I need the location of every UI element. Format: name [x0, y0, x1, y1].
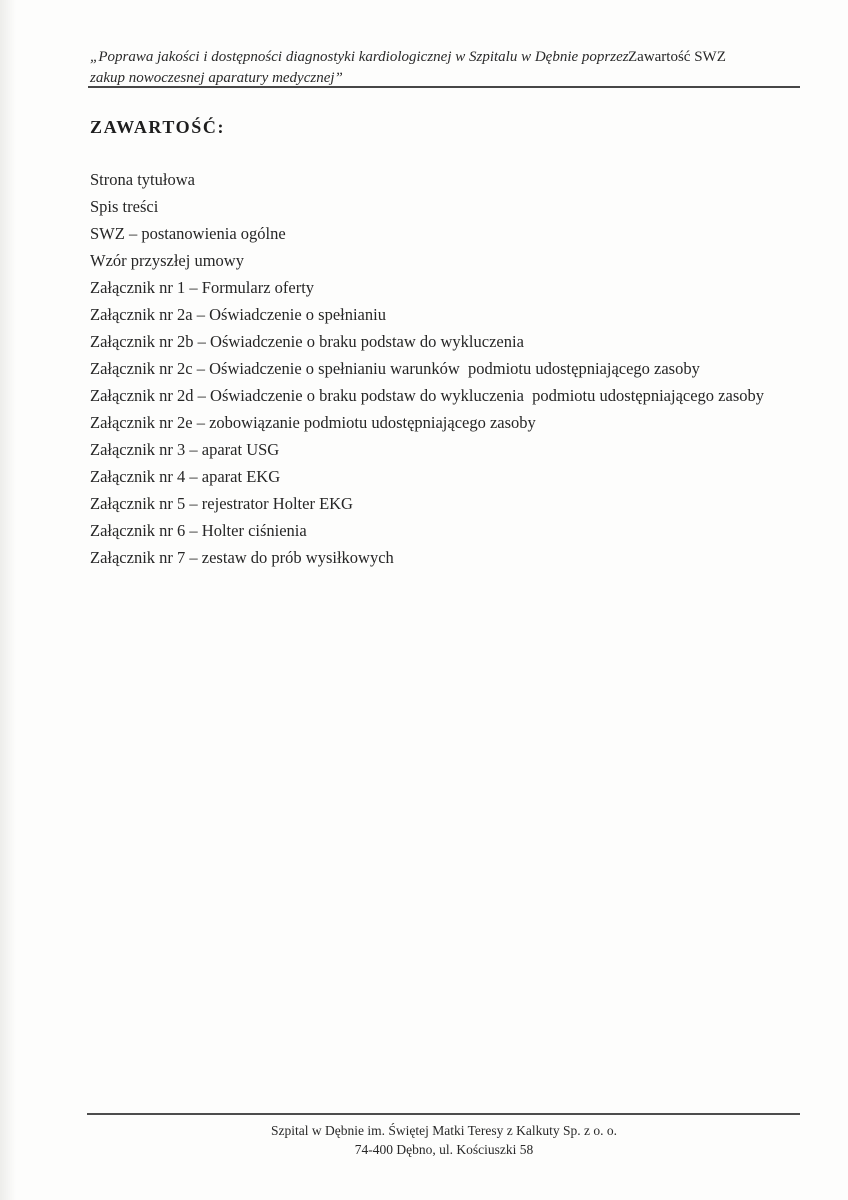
toc-item-swz-general: SWZ – postanowienia ogólne — [90, 224, 286, 243]
header-quote — [90, 47, 635, 88]
toc-item-attachment-4: Załącznik nr 4 – aparat EKG — [90, 467, 281, 486]
toc-item-attachment-2c: Załącznik nr 2c – Oświadczenie o spełnianiu warunków podmiotu udostępniającego zasoby — [90, 359, 700, 378]
toc-item-contract-template: Wzór przyszłej umowy — [90, 251, 244, 270]
toc-item-contents: Spis treści — [90, 197, 159, 216]
page-footer — [88, 1122, 800, 1159]
toc-item-attachment-6: Załącznik nr 6 – Holter ciśnienia — [90, 521, 307, 540]
header-quote-line1: „Poprawa jakości i dostępności diagnostyki kardiologicznej w Szpitalu w Dębnie poprzez — [90, 49, 629, 65]
toc-item-attachment-2b: Załącznik nr 2b – Oświadczenie o braku podstaw do wykluczenia — [90, 332, 524, 351]
header-section-label: Zawartość SWZ — [628, 49, 726, 65]
footer-divider — [87, 1113, 800, 1115]
toc-item-attachment-2e: Załącznik nr 2e – zobowiązanie podmiotu udostępniającego zasoby — [90, 413, 536, 432]
toc-item-title-page: Strona tytułowa — [90, 170, 195, 189]
toc-item-attachment-2a: Załącznik nr 2a – Oświadczenie o spełnianiu — [90, 305, 386, 324]
toc-item-attachment-2d: Załącznik nr 2d – Oświadczenie o braku podstaw do wykluczenia podmiotu udostępniającego zasoby — [90, 386, 765, 405]
toc-item-attachment-1: Załącznik nr 1 – Formularz oferty — [90, 278, 315, 297]
toc-list — [90, 166, 830, 571]
toc-item-attachment-5: Załącznik nr 5 – rejestrator Holter EKG — [90, 494, 353, 513]
toc-item-attachment-7: Załącznik nr 7 – zestaw do prób wysiłkowych — [90, 548, 394, 567]
scan-edge-artifact — [0, 0, 16, 1200]
header-quote-line2: zakup nowoczesnej aparatury medycznej” — [90, 69, 343, 86]
toc-item-attachment-3: Załącznik nr 3 – aparat USG — [90, 440, 280, 459]
page-title: ZAWARTOŚĆ: — [90, 117, 226, 137]
footer-hospital-name: Szpital w Dębnie im. Świętej Matki Teresy z Kalkuty Sp. z o. o. — [271, 1123, 617, 1138]
header-divider — [88, 86, 800, 88]
footer-address: 74-400 Dębno, ul. Kościuszki 58 — [354, 1141, 534, 1157]
